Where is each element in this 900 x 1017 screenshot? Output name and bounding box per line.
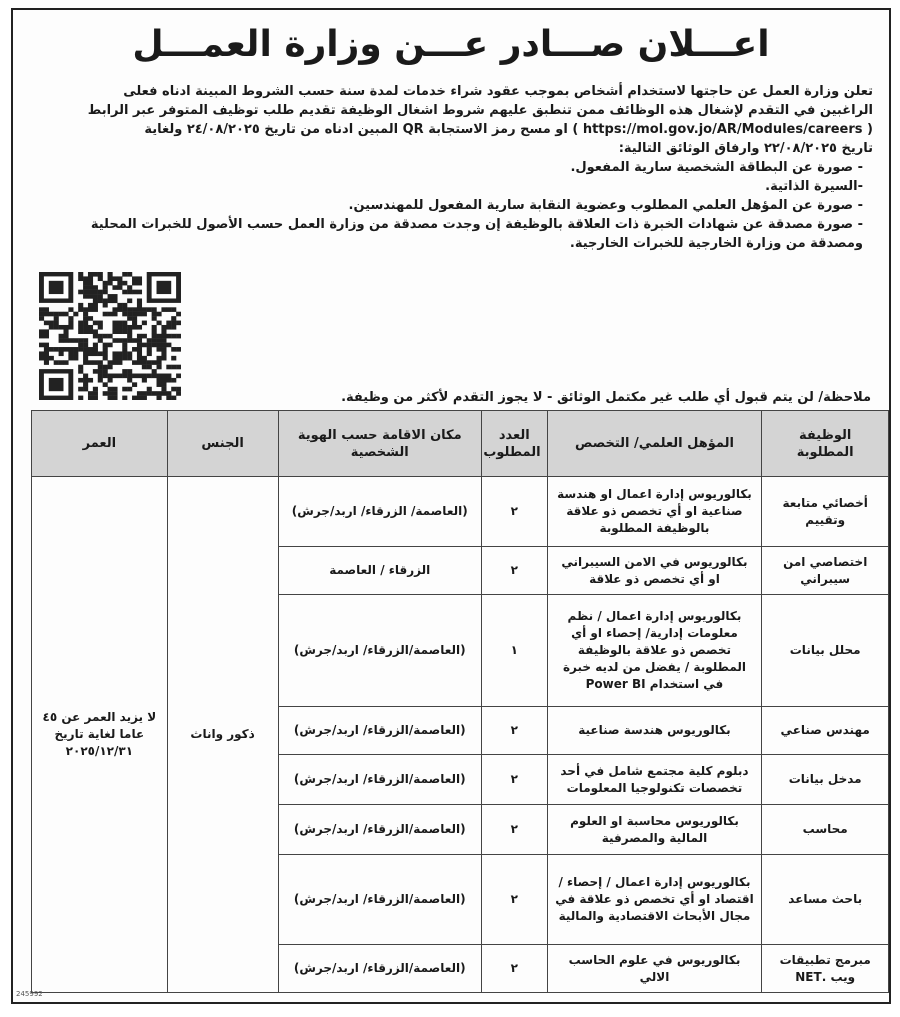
header-count: العدد المطلوب	[482, 411, 548, 477]
job-cell: محاسب	[762, 805, 889, 855]
table-row	[32, 477, 889, 547]
table-header-row	[32, 411, 889, 477]
qualification-cell: دبلوم كلية مجتمع شامل في أحد تخصصات تكنولوجيا المعلومات	[547, 755, 762, 805]
residence-cell: (العاصمة/الزرقاء/ اربد/جرش)	[278, 595, 482, 707]
document-item: - صورة عن المؤهل العلمي المطلوب وعضوية النقابة سارية المفعول للمهندسين.	[348, 198, 863, 213]
header-qualification: المؤهل العلمي/ التخصص	[547, 411, 762, 477]
count-cell: ١	[482, 595, 548, 707]
job-cell: أخصائي متابعة وتقييم	[762, 477, 889, 547]
qualification-cell: بكالوريوس إدارة اعمال / إحصاء / اقتصاد او أي تخصص ذو علاقة في مجال الأبحاث الاقتصادية والمالية	[547, 855, 762, 945]
jobs-table	[31, 410, 889, 993]
count-cell: ٢	[482, 945, 548, 993]
document-item: ومصدقة من وزارة الخارجية للخبرات الخارجية.	[569, 236, 863, 251]
qualification-cell: بكالوريوس إدارة اعمال / نظم معلومات إدارية/ إحصاء او أي تخصص ذو علاقة بالوظيفة المطلوبة / يفضل من لديه خبرة في استخدام Power BI	[547, 595, 762, 707]
count-cell: ٢	[482, 805, 548, 855]
qualification-cell: بكالوريوس هندسة صناعية	[547, 707, 762, 755]
age-cell: لا يزيد العمر عن ٤٥ عاما لغاية تاريخ ٢٠٢٥/١٢/٣١	[32, 477, 168, 993]
count-cell: ٢	[482, 855, 548, 945]
intro-text	[29, 82, 873, 253]
note-text: ملاحظة/ لن يتم قبول أي طلب غير مكتمل الوثائق - لا يجوز التقدم لأكثر من وظيفة.	[341, 390, 871, 405]
document-item: -السيرة الذاتية.	[765, 179, 863, 194]
job-cell: مبرمج تطبيقات ويب .NET	[762, 945, 889, 993]
count-cell: ٢	[482, 755, 548, 805]
residence-cell: (العاصمة/الزرقاء/ اربد/جرش)	[278, 707, 482, 755]
residence-cell: الزرقاء / العاصمة	[278, 547, 482, 595]
header-gender: الجنس	[167, 411, 278, 477]
announcement-title: اعـــلان صـــادر عـــن وزارة العمـــل	[132, 24, 770, 65]
count-cell: ٢	[482, 547, 548, 595]
announcement-frame	[11, 8, 891, 1004]
job-cell: اختصاصي امن سيبراني	[762, 547, 889, 595]
residence-cell: (العاصمة/الزرقاء/ اربد/جرش)	[278, 805, 482, 855]
intro-line: الراغبين في التقدم لإشغال هذه الوظائف ممن تنطبق عليهم شروط اشغال الوظيفة تقديم طلب توظيف المتوفر عبر الرابط	[87, 103, 873, 118]
header-residence: مكان الاقامة حسب الهوية الشخصية	[278, 411, 482, 477]
documents-list	[29, 158, 863, 253]
document-item: - صورة عن البطاقة الشخصية سارية المفعول.	[570, 160, 863, 175]
job-cell: مدخل بيانات	[762, 755, 889, 805]
intro-line: تاريخ ٢٢/٠٨/٢٠٢٥ وارفاق الوثائق التالية:	[618, 141, 873, 156]
residence-cell: (العاصمة/الزرقاء/ اربد/جرش)	[278, 755, 482, 805]
gender-cell: ذكور واناث	[167, 477, 278, 993]
intro-link-line[interactable]: ( https://mol.gov.jo/AR/Modules/careers ) او مسح رمز الاستجابة QR المبين ادناه من تاريخ ٢٤/٠٨/٢٠٢٥ ولغاية	[144, 122, 873, 137]
qualification-cell: بكالوريوس محاسبة او العلوم المالية والمصرفية	[547, 805, 762, 855]
ad-code: 245992	[16, 990, 43, 998]
residence-cell: (العاصمة/الزرقاء/ اربد/جرش)	[278, 855, 482, 945]
qr-code-icon[interactable]	[39, 272, 181, 400]
job-cell: باحث مساعد	[762, 855, 889, 945]
residence-cell: (العاصمة/الزرقاء/ اربد/جرش)	[278, 945, 482, 993]
count-cell: ٢	[482, 707, 548, 755]
header-job: الوظيفة المطلوبة	[762, 411, 889, 477]
qualification-cell: بكالوريوس إدارة اعمال او هندسة صناعية او أي تخصص ذو علاقة بالوظيفة المطلوبة	[547, 477, 762, 547]
count-cell: ٢	[482, 477, 548, 547]
intro-line: تعلن وزارة العمل عن حاجتها لاستخدام أشخاص بموجب عقود شراء خدمات لمدة سنة حسب الشروط المبينة ادناه فعلى	[123, 84, 873, 99]
job-cell: مهندس صناعي	[762, 707, 889, 755]
residence-cell: (العاصمة/ الزرقاء/ اربد/جرش)	[278, 477, 482, 547]
job-cell: محلل بيانات	[762, 595, 889, 707]
header-age: العمر	[32, 411, 168, 477]
document-item: - صورة مصدقة عن شهادات الخبرة ذات العلاقة بالوظيفة إن وجدت مصدقة من وزارة العمل حسب الأصول للخبرات المحلية	[90, 217, 863, 232]
qualification-cell: بكالوريوس في علوم الحاسب الالي	[547, 945, 762, 993]
qualification-cell: بكالوريوس في الامن السيبراني او أي تخصص ذو علاقة	[547, 547, 762, 595]
